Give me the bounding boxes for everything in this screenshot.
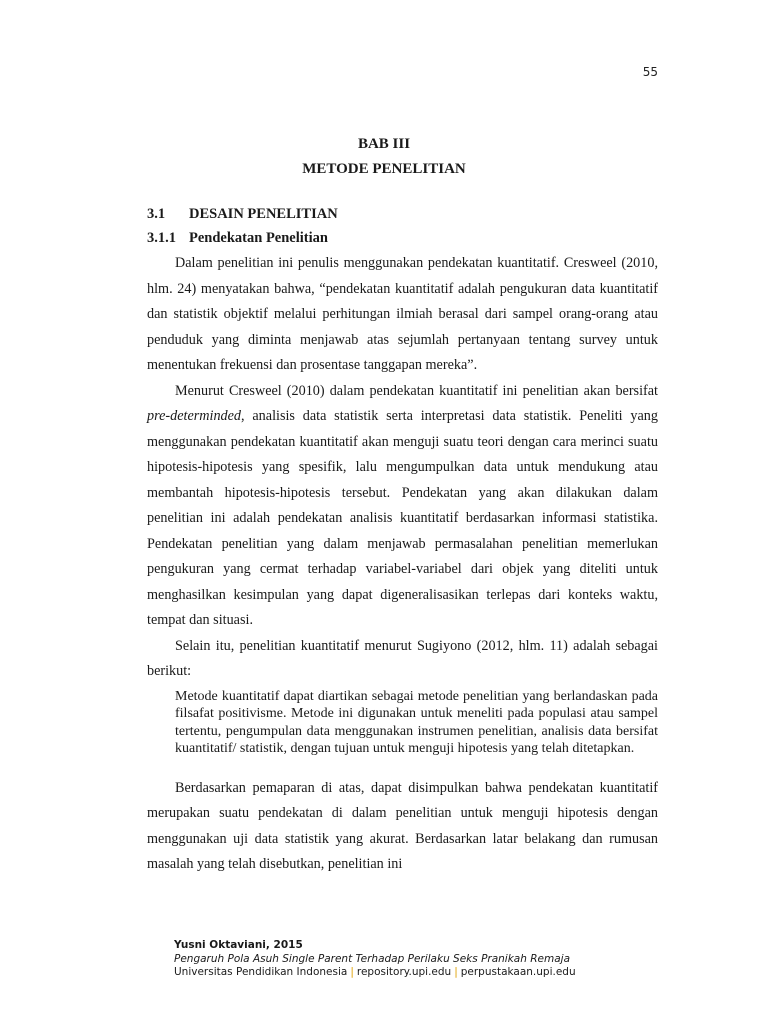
paragraph-2-start: Menurut Cresweel (2010) dalam pendekatan kuantitatif ini penelitian akan bersifat [175,382,658,399]
footer-separator: | [350,966,354,978]
section-heading [147,203,658,226]
paragraph-2-rest: , analisis data statistik serta interpretasi data statistik. Peneliti yang menggunakan pendekatan kuantitatif akan menguji suatu teori dengan cara merinci suatu hipotesis-hipotesis yang spesifik, lalu mengumpulkan data untuk mendukung atau membantah hipotesis-hipotesis tersebut. Pendekatan yang akan dilakukan dalam penelitian ini adalah pendekatan analisis kuantitatif berdasarkan informasi statistika. Pendekatan penelitian yang dalam menjawab permasalahan penelitian memerlukan pengukuran yang cermat terhadap variabel-variabel dari objek yang diteliti untuk menghasilkan kesimpulan yang dapat digeneralisasikan terlepas dari konteks waktu, tempat dan situasi. [147,408,658,628]
footer-institution-line [174,966,734,980]
page-number: 55 [642,65,658,79]
chapter-heading [0,132,768,182]
closing-paragraph: Berdasarkan pemaparan di atas, dapat disimpulkan bahwa pendekatan kuantitatif merupakan suatu pendekatan di dalam penelitian untuk menguji hipotesis dengan menggunakan uji data statistik yang akurat. Berdasarkan latar belakang dan rumusan masalah yang telah disebutkan, penelitian ini [147,779,658,872]
paragraph-2-italic-term: pre-determinded [147,408,242,424]
paragraph-1: Dalam penelitian ini penulis menggunakan pendekatan kuantitatif. Cresweel (2010, hlm. 24) menyatakan bahwa, “pendekatan kuantitatif adalah pengukuran data kuantitatif dan statistik objektif melalui perhitungan ilmiah berasal dari sampel orang-orang atau penduduk yang diminta menjawab atas sejumlah pertanyaan tentang survey untuk menentukan frekuensi dan prosentase tanggapan mereka”. [147,255,658,373]
subsection-number: 3.1.1 [147,230,176,246]
footer-author: Yusni Oktaviani, 2015 [174,939,303,951]
section-title: DESAIN PENELITIAN [189,206,338,222]
paragraph-2 [147,379,658,634]
section-number: 3.1 [147,206,166,222]
paragraph-3: Selain itu, penelitian kuantitatif menurut Sugiyono (2012, hlm. 11) adalah sebagai berikut: [147,637,658,679]
block-quote: Metode kuantitatif dapat diartikan sebagai metode penelitian yang berlandaskan pada filsafat positivisme. Metode ini digunakan untuk meneliti pada populasi atau sampel tertentu, pengumpulan data menggunakan instrumen penelitian, analisis data bersifat kuantitatif/ statistik, dengan tujuan untuk menguji hipotesis yang telah ditetapkan. [175,688,658,756]
subsection-heading [147,227,658,250]
chapter-title: METODE PENELITIAN [302,161,466,177]
footer-thesis-title: Pengaruh Pola Asuh Single Parent Terhadap Perilaku Seks Pranikah Remaja [174,952,571,965]
chapter-label: BAB III [357,136,411,152]
subsection-title: Pendekatan Penelitian [189,230,328,246]
page-footer [174,939,734,980]
footer-institution: Universitas Pendidikan Indonesia [174,966,348,978]
footer-repository-link[interactable]: repository.upi.edu [356,966,452,978]
document-body [147,203,658,878]
footer-library-link[interactable]: perpustakaan.upi.edu [460,966,576,978]
footer-separator: | [454,966,458,978]
